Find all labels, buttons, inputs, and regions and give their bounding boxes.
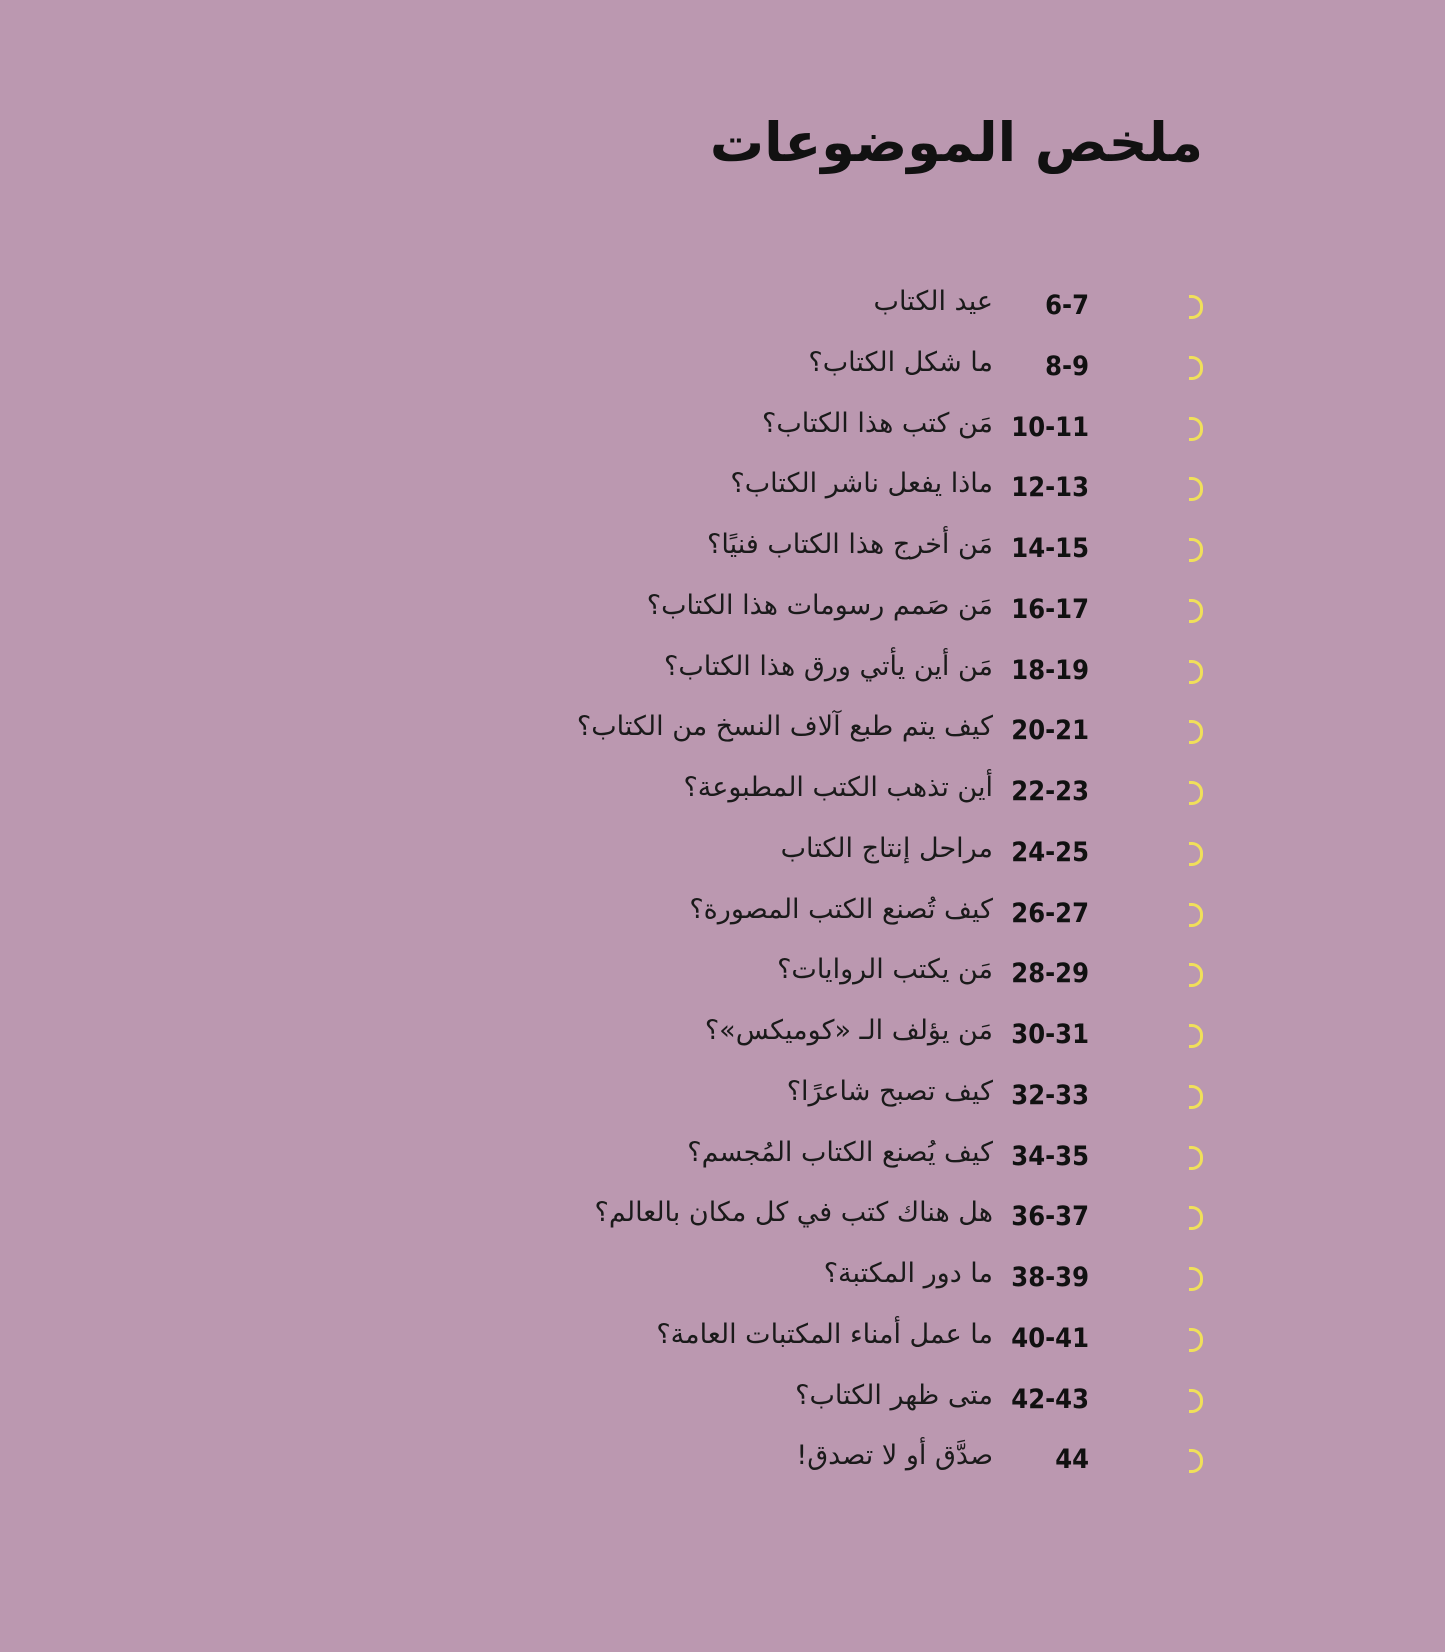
half-circle-bullet-icon [1189, 1449, 1203, 1473]
half-circle-bullet-icon [1189, 295, 1203, 319]
toc-page-range: 14-15 [1011, 533, 1089, 564]
half-circle-bullet-icon [1189, 538, 1203, 562]
toc-topic: مَن كتب هذا الكتاب؟ [762, 407, 993, 439]
toc-topic: صدَّق أو لا تصدق! [796, 1440, 993, 1472]
half-circle-bullet-icon [1189, 599, 1203, 623]
toc-page-range: 8-9 [1045, 350, 1089, 382]
half-circle-bullet-icon [1189, 781, 1203, 805]
toc-page-range: 26-27 [1011, 897, 1089, 929]
toc-row [303, 764, 1203, 825]
toc-row [303, 1068, 1203, 1129]
half-circle-bullet-icon [1189, 1024, 1203, 1048]
toc-topic: مَن صَمم رسومات هذا الكتاب؟ [646, 589, 993, 621]
toc-topic: ماذا يفعل ناشر الكتاب؟ [730, 468, 993, 500]
half-circle-bullet-icon [1189, 1389, 1203, 1413]
toc-page-range: 22-23 [1011, 776, 1089, 807]
half-circle-bullet-icon [1189, 417, 1203, 441]
toc-page-range: 12-13 [1011, 472, 1089, 504]
toc-row [303, 1311, 1203, 1372]
toc-topic: مَن أخرج هذا الكتاب فنيًا؟ [707, 529, 993, 560]
toc-topic: متى ظهر الكتاب؟ [795, 1379, 993, 1411]
toc-page-range: 20-21 [1011, 715, 1089, 747]
toc-row [303, 1432, 1203, 1493]
toc-topic: مراحل إنتاج الكتاب [780, 832, 993, 864]
toc-topic: كيف يتم طبع آلاف النسخ من الكتاب؟ [576, 711, 993, 743]
toc-row [303, 460, 1203, 521]
toc-row [303, 1250, 1203, 1311]
toc-topic: أين تذهب الكتب المطبوعة؟ [683, 772, 993, 803]
toc-page-range: 34-35 [1011, 1140, 1089, 1172]
toc-row [303, 521, 1203, 582]
toc-topic: مَن يكتب الروايات؟ [777, 954, 993, 986]
half-circle-bullet-icon [1189, 1085, 1203, 1109]
toc-topic: كيف تصبح شاعرًا؟ [786, 1075, 993, 1107]
toc-page-range: 44 [1055, 1444, 1089, 1476]
toc-page-range: 6-7 [1045, 290, 1089, 321]
toc-page-range: 40-41 [1011, 1322, 1089, 1354]
toc-topic: مَن أين يأتي ورق هذا الكتاب؟ [664, 650, 993, 682]
half-circle-bullet-icon [1189, 660, 1203, 684]
toc-page-range: 36-37 [1011, 1201, 1089, 1233]
toc-page-range: 16-17 [1011, 593, 1089, 625]
toc-row [303, 946, 1203, 1007]
toc-row [303, 400, 1203, 461]
toc-list [303, 278, 1203, 1493]
toc-row [303, 339, 1203, 400]
toc-topic: ما عمل أمناء المكتبات العامة؟ [656, 1318, 993, 1350]
page-title: ملخص الموضوعات [709, 111, 1203, 174]
half-circle-bullet-icon [1189, 842, 1203, 866]
toc-row [303, 825, 1203, 886]
toc-row [303, 643, 1203, 704]
toc-row [303, 1189, 1203, 1250]
toc-row [303, 582, 1203, 643]
toc-page-range: 38-39 [1011, 1262, 1089, 1293]
toc-row [303, 886, 1203, 947]
half-circle-bullet-icon [1189, 903, 1203, 927]
half-circle-bullet-icon [1189, 1267, 1203, 1291]
toc-page-range: 24-25 [1011, 836, 1089, 868]
half-circle-bullet-icon [1189, 1328, 1203, 1352]
half-circle-bullet-icon [1189, 963, 1203, 987]
toc-row [303, 1129, 1203, 1190]
toc-row [303, 1372, 1203, 1433]
toc-topic: ما دور المكتبة؟ [823, 1258, 993, 1289]
half-circle-bullet-icon [1189, 1146, 1203, 1170]
toc-topic: مَن يؤلف الـ «كوميكس»؟ [704, 1015, 993, 1046]
toc-topic: كيف تُصنع الكتب المصورة؟ [689, 893, 993, 925]
toc-topic: ما شكل الكتاب؟ [808, 346, 993, 378]
toc-page-range: 18-19 [1011, 654, 1089, 686]
toc-page-range: 28-29 [1011, 958, 1089, 990]
toc-topic: كيف يُصنع الكتاب المُجسم؟ [687, 1136, 993, 1168]
toc-topic: هل هناك كتب في كل مكان بالعالم؟ [594, 1197, 993, 1229]
toc-row [303, 703, 1203, 764]
toc-topic: عيد الكتاب [873, 286, 993, 317]
toc-page-range: 32-33 [1011, 1079, 1089, 1111]
half-circle-bullet-icon [1189, 1206, 1203, 1230]
half-circle-bullet-icon [1189, 477, 1203, 501]
toc-page-range: 30-31 [1011, 1019, 1089, 1050]
toc-row [303, 1007, 1203, 1068]
half-circle-bullet-icon [1189, 356, 1203, 380]
toc-row [303, 278, 1203, 339]
toc-page-range: 42-43 [1011, 1383, 1089, 1415]
toc-page-range: 10-11 [1011, 411, 1089, 443]
half-circle-bullet-icon [1189, 720, 1203, 744]
